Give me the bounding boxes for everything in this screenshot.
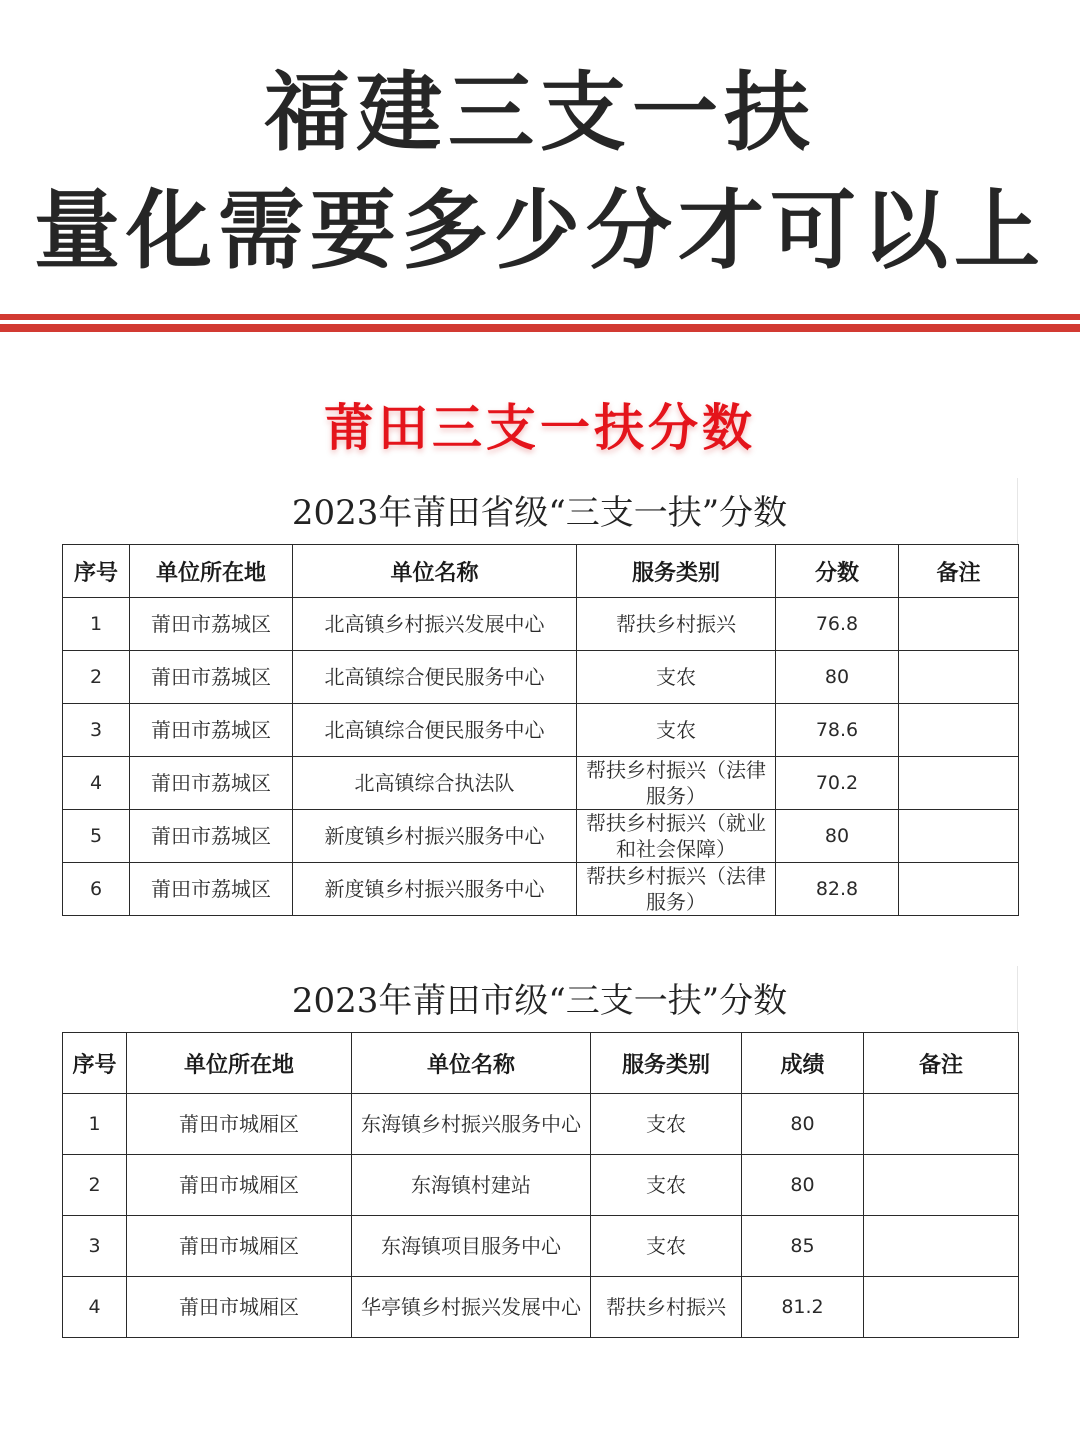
cell-unit-name: 东海镇乡村振兴服务中心: [352, 1094, 591, 1155]
header-score: 分数: [776, 545, 899, 598]
headline-line-2: 量化需要多少分才可以上: [34, 181, 1046, 281]
cell-location: 莆田市荔城区: [130, 598, 293, 651]
cell-unit-name: 北高镇综合便民服务中心: [293, 651, 577, 704]
header-service-type: 服务类别: [577, 545, 776, 598]
cell-service-type: 帮扶乡村振兴（就业和社会保障）: [577, 810, 776, 863]
table-row: [63, 1216, 1019, 1277]
table-row: [63, 1094, 1019, 1155]
table-row: [63, 704, 1019, 757]
cell-location: 莆田市荔城区: [130, 651, 293, 704]
cell-index: 1: [63, 598, 130, 651]
table-row: [63, 598, 1019, 651]
header-remarks: 备注: [864, 1033, 1019, 1094]
table-row: [63, 1277, 1019, 1338]
cell-service-type: 支农: [591, 1216, 742, 1277]
cell-score: 70.2: [776, 757, 899, 810]
cell-remarks: [899, 598, 1019, 651]
cell-result: 85: [742, 1216, 864, 1277]
cell-remarks: [899, 704, 1019, 757]
cell-remarks: [864, 1155, 1019, 1216]
cell-remarks: [899, 863, 1019, 916]
municipal-score-table: [62, 1032, 1019, 1338]
cell-service-type: 支农: [577, 651, 776, 704]
cell-remarks: [864, 1094, 1019, 1155]
cell-index: 3: [63, 1216, 127, 1277]
header-index: 序号: [63, 545, 130, 598]
cell-location: 莆田市城厢区: [127, 1155, 352, 1216]
municipal-score-sheet: [62, 966, 1018, 1338]
table-header-row: [63, 545, 1019, 598]
cell-service-type: 帮扶乡村振兴: [577, 598, 776, 651]
cell-index: 5: [63, 810, 130, 863]
table-row: [63, 1155, 1019, 1216]
cell-location: 莆田市城厢区: [127, 1094, 352, 1155]
sheet-title: 2023年莆田市级“三支一扶”分数: [62, 966, 1018, 1032]
cell-service-type: 支农: [591, 1094, 742, 1155]
cell-location: 莆田市荔城区: [130, 863, 293, 916]
cell-unit-name: 新度镇乡村振兴服务中心: [293, 810, 577, 863]
cell-location: 莆田市城厢区: [127, 1277, 352, 1338]
cell-unit-name: 东海镇项目服务中心: [352, 1216, 591, 1277]
header-result: 成绩: [742, 1033, 864, 1094]
cell-location: 莆田市荔城区: [130, 810, 293, 863]
cell-location: 莆田市荔城区: [130, 757, 293, 810]
cell-index: 4: [63, 757, 130, 810]
divider-thick: [0, 324, 1080, 332]
header-unit-name: 单位名称: [352, 1033, 591, 1094]
header-location: 单位所在地: [130, 545, 293, 598]
cell-service-type: 支农: [591, 1155, 742, 1216]
cell-location: 莆田市荔城区: [130, 704, 293, 757]
cell-service-type: 帮扶乡村振兴（法律服务）: [577, 757, 776, 810]
provincial-score-sheet: [62, 478, 1018, 916]
header-remarks: 备注: [899, 545, 1019, 598]
cell-index: 1: [63, 1094, 127, 1155]
cell-remarks: [899, 757, 1019, 810]
section-subtitle: 莆田三支一扶分数: [324, 399, 756, 457]
cell-score: 80: [776, 651, 899, 704]
headline-line-1: 福建三支一扶: [264, 63, 816, 163]
cell-unit-name: 北高镇乡村振兴发展中心: [293, 598, 577, 651]
table-header-row: [63, 1033, 1019, 1094]
header-service-type: 服务类别: [591, 1033, 742, 1094]
header-location: 单位所在地: [127, 1033, 352, 1094]
cell-unit-name: 东海镇村建站: [352, 1155, 591, 1216]
header-index: 序号: [63, 1033, 127, 1094]
cell-index: 2: [63, 1155, 127, 1216]
cell-index: 4: [63, 1277, 127, 1338]
cell-index: 2: [63, 651, 130, 704]
table-row: [63, 651, 1019, 704]
table-row: [63, 757, 1019, 810]
table-row: [63, 810, 1019, 863]
cell-result: 81.2: [742, 1277, 864, 1338]
cell-service-type: 帮扶乡村振兴（法律服务）: [577, 863, 776, 916]
header-unit-name: 单位名称: [293, 545, 577, 598]
cell-unit-name: 新度镇乡村振兴服务中心: [293, 863, 577, 916]
divider-thin: [0, 314, 1080, 320]
cell-result: 80: [742, 1155, 864, 1216]
cell-unit-name: 北高镇综合便民服务中心: [293, 704, 577, 757]
cell-score: 80: [776, 810, 899, 863]
cell-remarks: [899, 810, 1019, 863]
cell-index: 6: [63, 863, 130, 916]
cell-score: 82.8: [776, 863, 899, 916]
cell-service-type: 帮扶乡村振兴: [591, 1277, 742, 1338]
cell-location: 莆田市城厢区: [127, 1216, 352, 1277]
cell-unit-name: 华亭镇乡村振兴发展中心: [352, 1277, 591, 1338]
provincial-score-table: [62, 544, 1019, 916]
cell-score: 76.8: [776, 598, 899, 651]
cell-service-type: 支农: [577, 704, 776, 757]
cell-index: 3: [63, 704, 130, 757]
cell-remarks: [864, 1216, 1019, 1277]
cell-score: 78.6: [776, 704, 899, 757]
sheet-title: 2023年莆田省级“三支一扶”分数: [62, 478, 1018, 544]
cell-result: 80: [742, 1094, 864, 1155]
table-row: [63, 863, 1019, 916]
cell-unit-name: 北高镇综合执法队: [293, 757, 577, 810]
cell-remarks: [899, 651, 1019, 704]
cell-remarks: [864, 1277, 1019, 1338]
